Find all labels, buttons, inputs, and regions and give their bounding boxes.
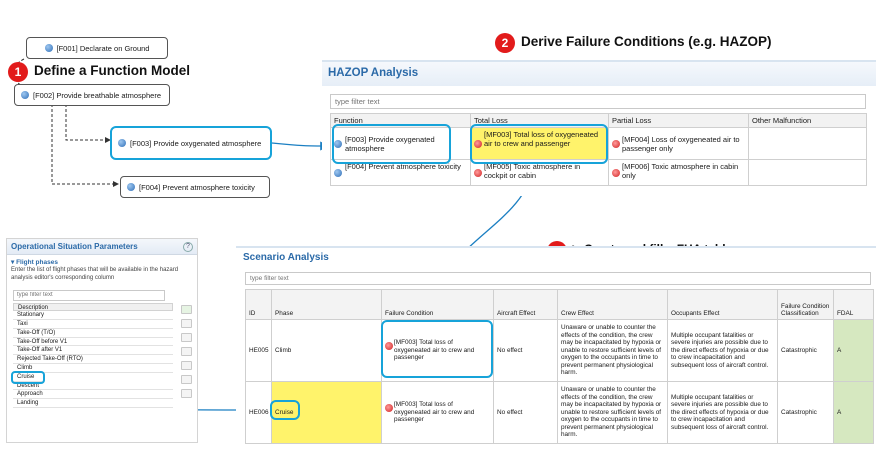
scenario-header-row [246,290,874,320]
function-icon [118,139,126,147]
scenario-filter-input[interactable] [245,272,871,285]
scenario-cell-occupants-effect[interactable]: Multiple occupant fatalities or severe injuries are possible due to the direct effects of hypoxia or due to crew incapacitation and subsequent loss of aircraft control. [668,320,778,382]
osp-description: Enter the list of flight phases that will be available in the hazard analysis editor's corresponding column [11,267,179,281]
hazop-cell-other[interactable] [749,128,867,160]
scenario-cell-aircraft-effect[interactable]: No effect [494,382,558,444]
function-icon [334,169,342,177]
function-node-label: [F002] Provide breathable atmosphere [33,90,161,100]
add-icon[interactable] [181,305,192,314]
malfunction-icon [474,169,482,177]
sort-button[interactable] [181,389,192,398]
step-1-badge: 1 [8,62,28,82]
osp-header [7,239,197,255]
hazop-cell-partial-loss[interactable]: [MF004] Loss of oxygeneated air to passenger only [609,128,749,160]
list-item[interactable]: Take-Off before V1 [13,338,173,347]
scenario-title: Scenario Analysis [243,252,329,263]
malfunction-icon [612,140,620,148]
list-item[interactable]: Descent [13,382,173,391]
hazop-cell-total-loss[interactable]: [MF003] Total loss of oxygeneated air to crew and passenger [471,128,609,160]
osp-button-column [181,305,193,403]
list-item[interactable]: Taxi [13,320,173,329]
table-row[interactable] [246,320,874,382]
hazop-filter-input[interactable] [330,94,866,109]
list-item[interactable]: Take-Off (T/O) [13,329,173,338]
list-item[interactable]: Stationary [13,311,173,320]
drag-link-function [272,143,328,146]
function-node-f002[interactable] [14,84,170,106]
list-item-selected[interactable]: Cruise [13,373,43,382]
scenario-col-aircraft-effect[interactable]: Aircraft Effect [494,290,558,320]
operational-situation-panel [6,238,198,443]
hazop-title: HAZOP Analysis [328,67,419,79]
osp-filter-input[interactable] [13,290,165,301]
function-node-f001[interactable] [26,37,168,59]
function-node-label: [F001] Declarate on Ground [56,43,150,53]
move-up-button[interactable] [181,361,192,370]
scenario-cell-classification[interactable]: Catastrophic [778,382,834,444]
hazop-cell-total-loss[interactable]: [MF005] Toxic atmosphere in cockpit or cabin [471,160,609,186]
duplicate-button[interactable] [181,347,192,356]
scenario-cell-id[interactable]: HE006 [246,382,272,444]
hazop-col-total-loss[interactable]: Total Loss [471,114,609,128]
scenario-cell-id[interactable]: HE005 [246,320,272,382]
list-item[interactable]: Climb [13,364,173,373]
scenario-col-classification[interactable]: Failure Condition Classification [778,290,834,320]
list-item[interactable]: Rejected Take-Off (RTO) [13,355,173,364]
list-item[interactable]: Take-Off after V1 [13,346,173,355]
function-icon [21,91,29,99]
scenario-col-failure-condition[interactable]: Failure Condition [382,290,494,320]
function-icon [127,183,135,191]
osp-phase-list [13,303,173,409]
malfunction-icon [385,342,393,350]
hazop-cell-partial-loss[interactable]: [MF006] Toxic atmosphere in cabin only [609,160,749,186]
scenario-cell-phase[interactable]: Cruise [272,382,382,444]
scenario-cell-failure-condition[interactable]: [MF003] Total loss of oxygeneated air to crew and passenger [382,382,494,444]
list-item[interactable]: Landing [13,399,173,408]
scenario-cell-fdal[interactable]: A [834,320,874,382]
table-row[interactable] [246,382,874,444]
step-2-title: Derive Failure Conditions (e.g. HAZOP) [521,34,772,49]
scenario-cell-occupants-effect[interactable]: Multiple occupant fatalities or severe injuries are possible due to the direct effects of hypoxia or due to crew incapacitation and subsequent loss of aircraft control. [668,382,778,444]
remove-button[interactable] [181,319,192,328]
scenario-col-id[interactable]: ID [246,290,272,320]
scenario-table [245,289,874,444]
function-icon [334,140,342,148]
scenario-cell-crew-effect[interactable]: Unaware or unable to counter the effects of the condition, the crew may be incapacitated by hypoxia or unable to restore sufficient levels of oxygen to the occupants in time to prevent permanent physiological harm. [558,320,668,382]
move-down-button[interactable] [181,375,192,384]
hazop-col-function[interactable]: Function [331,114,471,128]
tree-link-f002-f003 [66,104,110,140]
tree-link-f002-f004 [52,104,118,184]
step-1-title: Define a Function Model [34,63,191,78]
scenario-cell-aircraft-effect[interactable]: No effect [494,320,558,382]
osp-list-header[interactable]: Description [13,303,173,312]
edit-button[interactable] [181,333,192,342]
scenario-cell-classification[interactable]: Catastrophic [778,320,834,382]
osp-section-flight-phases[interactable]: ▾ Flight phases [11,259,58,266]
table-row[interactable] [331,128,867,160]
table-row[interactable] [331,160,867,186]
malfunction-icon [385,404,393,412]
list-item[interactable]: Approach [13,390,173,399]
hazop-cell-function[interactable]: [F003] Provide oxygenated atmosphere [331,128,471,160]
function-node-label: [F004] Prevent atmosphere toxicity [139,182,255,192]
malfunction-icon [612,169,620,177]
function-node-f004[interactable] [120,176,270,198]
function-node-f003[interactable] [110,126,272,160]
hazop-header-row [331,114,867,128]
hazop-cell-function[interactable]: [F004] Prevent atmosphere toxicity [331,160,471,186]
hazop-col-other-malfunction[interactable]: Other Malfunction [749,114,867,128]
function-icon [45,44,53,52]
malfunction-icon [474,140,482,148]
hazop-col-partial-loss[interactable]: Partial Loss [609,114,749,128]
scenario-cell-crew-effect[interactable]: Unaware or unable to counter the effects of the condition, the crew may be incapacitated by hypoxia or unable to restore sufficient levels of oxygen to the occupants in time to prevent permanent physiological harm. [558,382,668,444]
help-icon[interactable]: ? [183,242,193,252]
scenario-cell-fdal[interactable]: A [834,382,874,444]
function-node-label: [F003] Provide oxygenated atmosphere [130,138,262,148]
scenario-cell-phase[interactable]: Climb [272,320,382,382]
osp-title: Operational Situation Parameters [11,242,138,251]
scenario-cell-failure-condition[interactable]: [MF003] Total loss of oxygeneated air to crew and passenger [382,320,494,382]
step-2-badge: 2 [495,33,515,53]
scenario-col-occupants-effect[interactable]: Occupants Effect [668,290,778,320]
hazop-table [330,113,867,186]
scenario-col-crew-effect[interactable]: Crew Effect [558,290,668,320]
hazop-cell-other[interactable] [749,160,867,186]
scenario-col-phase[interactable]: Phase [272,290,382,320]
scenario-col-fdal[interactable]: FDAL [834,290,874,320]
